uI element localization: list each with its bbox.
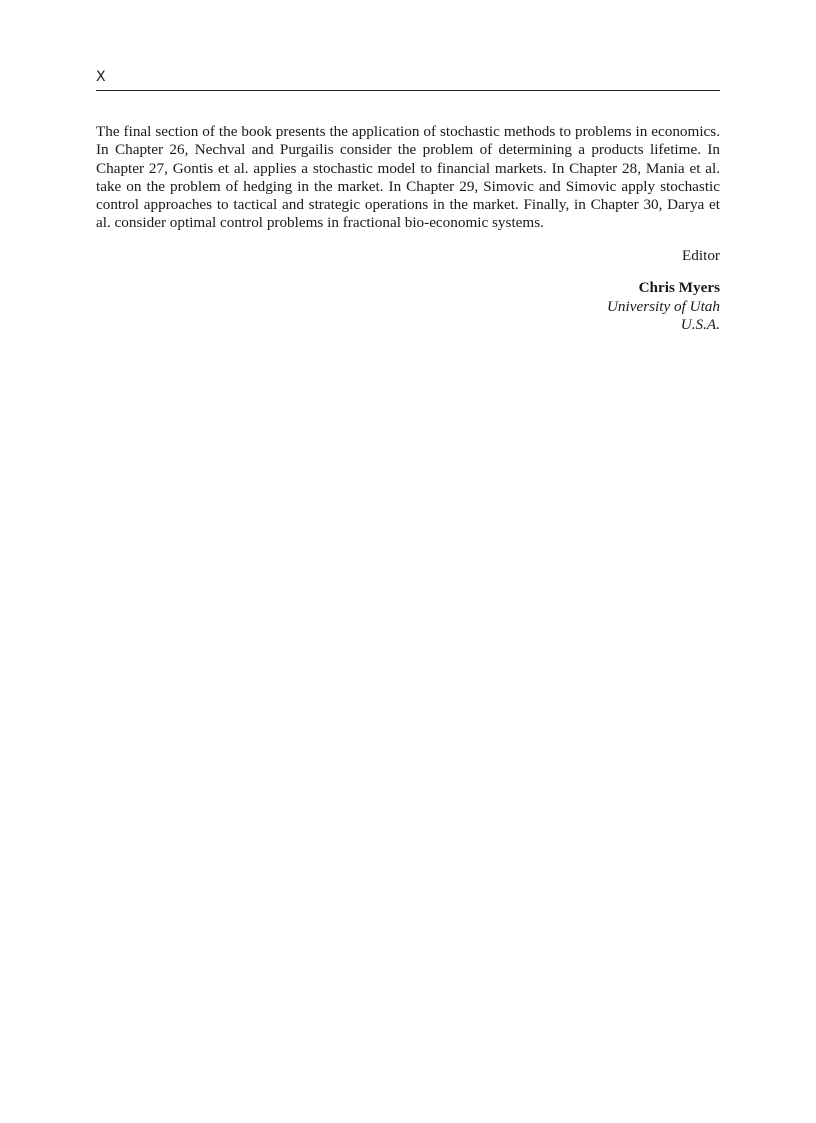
signature-affiliation: University of Utah (606, 297, 720, 315)
signature-country: U.S.A. (680, 316, 720, 333)
body-paragraph: The final section of the book presents the application of stochastic methods to problems in economics. In Chapter 26, Nechval and Purgailis consider the problem of determining a products lifetime. In Chapter 27, Gontis et al. applies a stochastic model to financial markets. In Chapter 28, Mania et al. take on the problem of hedging in the market. In Chapter 29, Simovic and Simovic apply stochastic control approaches to tactical and strategic operations in the market. Finally, in Chapter 30, Darya et al. consider optimal control problems in fractional bio-economic systems. (96, 123, 720, 232)
page-number: X (96, 69, 106, 85)
document-page (96, 64, 720, 334)
running-header (96, 64, 720, 91)
signature-name: Chris Myers (638, 279, 720, 297)
signature-block (96, 247, 720, 335)
signature-role: Editor (682, 246, 720, 264)
